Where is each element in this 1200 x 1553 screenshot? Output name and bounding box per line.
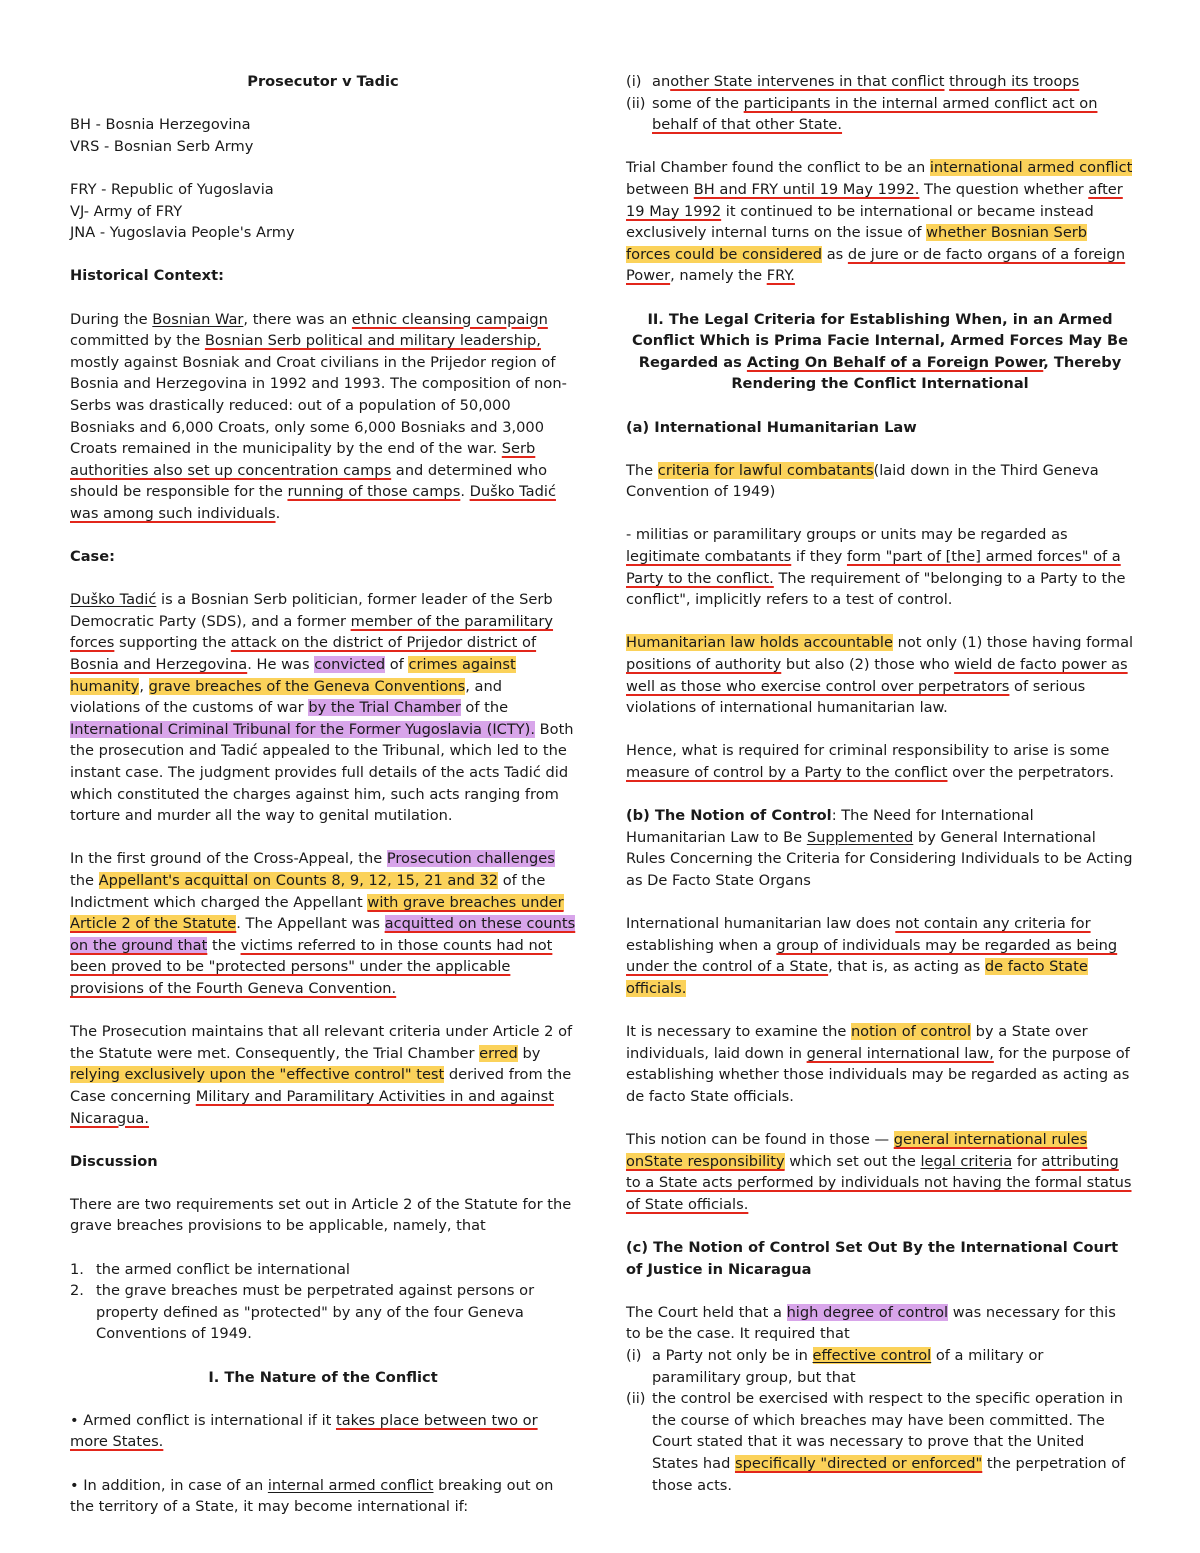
discussion-paragraph: There are two requirements set out in Article 2 of the Statute for the grave breaches provisions to be applicable, namely, that xyxy=(70,1195,572,1235)
condition-item: (ii) some of the participants in the internal armed conflict act on behalf of that other State. xyxy=(626,94,1098,134)
discussion-heading: Discussion xyxy=(70,1152,158,1170)
right-column xyxy=(626,71,1134,1496)
abbreviation-bh: BH - Bosnia Herzegovina xyxy=(70,116,251,134)
ihl-criteria-paragraph: International humanitarian law does not contain any criteria for establishing when a group of individuals may be regarded as being under the control of a State, that is, as acting as de facto State officials. xyxy=(626,915,1118,997)
section-1-heading: I. The Nature of the Conflict xyxy=(208,1368,438,1386)
trial-chamber-paragraph: Trial Chamber found the conflict to be an international armed conflict between BH and FRY until 19 May 1992. The question whether after 19 May 1992 it continued to be international or became instead exclusively internal turns on the issue of whether Bosnian Serb forces could be considered as de jure or de facto organs of a foreign Power, namely the FRY. xyxy=(626,159,1133,285)
section-2-heading: II. The Legal Criteria for Establishing When, in an Armed Conflict Which is Prima Facie Internal, Armed Forces May Be Regarded as Acting On Behalf of a Foreign Power, Thereby Rendering the Conflict International xyxy=(632,310,1128,393)
left-column xyxy=(70,71,576,1518)
requirement-item: 1. the armed conflict be international xyxy=(70,1260,350,1278)
bullet-internal: • In addition, in case of an internal armed conflict breaking out on the territory of a State, it may become international if: xyxy=(70,1476,554,1516)
historical-context-paragraph: During the Bosnian War, there was an ethnic cleansing campaign committed by the Bosnian Serb political and military leadership, mostly against Bosniak and Croat civilians in the Prijedor region of Bosnia and Herzegovina in 1992 and 1993. The composition of non-Serbs was drastically reduced: out of a population of 50,000 Bosniaks and 6,000 Croats, only some 6,000 Bosniaks and 3,000 Croats remained in the municipality by the end of the war. Serb authorities also set up concentration camps and determined who should be responsible for the running of those camps. Duško Tadić was among such individuals. xyxy=(70,310,567,522)
case-heading: Case: xyxy=(70,548,115,566)
court-condition-item: (ii) the control be exercised with respect to the specific operation in the course of which breaches may have been committed. The Court stated that it was necessary to prove that the United States had specifically "directed or enforced" the perpetration of those acts. xyxy=(626,1390,1126,1494)
abbreviation-jna: JNA - Yugoslavia People's Army xyxy=(70,224,295,242)
hence-paragraph: Hence, what is required for criminal responsibility to arise is some measure of control by a Party to the conflict over the perpetrators. xyxy=(626,742,1114,781)
abbreviation-vrs: VRS - Bosnian Serb Army xyxy=(70,137,254,155)
necessary-paragraph: It is necessary to examine the notion of control by a State over individuals, laid down in general international law, for the purpose of establishing whether those individuals may be regarded as acting as de facto State officials. xyxy=(626,1023,1130,1105)
criteria-paragraph: The criteria for lawful combatants(laid down in the Third Geneva Convention of 1949) xyxy=(626,461,1099,501)
militias-paragraph: - militias or paramilitary groups or units may be regarded as legitimate combatants if they form "part of [the] armed forces" of a Party to the conflict. The requirement of "belonging to a Party to the conflict", implicitly refers to a test of control. xyxy=(626,526,1126,609)
court-condition-item: (i) a Party not only be in effective control of a military or paramilitary group, but that xyxy=(626,1347,1044,1386)
state-responsibility-paragraph: This notion can be found in those — general international rules onState responsibility which set out the legal criteria for attributing to a State acts performed by individuals not having the formal status of State officials. xyxy=(626,1131,1132,1213)
historical-context-heading: Historical Context: xyxy=(70,267,224,285)
abbreviation-fry: FRY - Republic of Yugoslavia xyxy=(70,180,274,198)
accountability-paragraph: Humanitarian law holds accountable not only (1) those having formal positions of authority but also (2) those who wield de facto power as well as those who exercise control over perpetrators of serious violations of international humanitarian law. xyxy=(626,634,1134,717)
condition-item: (i) another State intervenes in that conflict through its troops xyxy=(626,73,1080,90)
bullet-international: • Armed conflict is international if it takes place between two or more States. xyxy=(70,1411,538,1451)
case-paragraph: Duško Tadić is a Bosnian Serb politician, former leader of the Serb Democratic Party (SDS), and a former member of the paramilitary forces supporting the attack on the district of Prijedor district of Bosnia and Herzegovina. He was convicted of crimes against humanity, grave breaches of the Geneva Conventions, and violations of the customs of war by the Trial Chamber of the International Criminal Tribunal for the Former Yugoslavia (ICTY). Both the prosecution and Tadić appealed to the Tribunal, which led to the instant case. The judgment provides full details of the acts Tadić did which constituted the charges against him, such acts ranging from torture and murder all the way to genital mutilation. xyxy=(70,591,574,825)
court-paragraph: The Court held that a high degree of control was necessary for this to be the case. It required that xyxy=(626,1303,1116,1343)
cross-appeal-paragraph: In the first ground of the Cross-Appeal, the Prosecution challenges the Appellant's acquittal on Counts 8, 9, 12, 15, 21 and 32 of the Indictment which charged the Appellant with grave breaches under Article 2 of the Statute. The Appellant was acquitted on these counts on the ground that the victims referred to in those counts had not been proved to be "protected persons" under the applicable provisions of the Fourth Geneva Convention. xyxy=(70,850,576,997)
section-c-heading: (c) The Notion of Control Set Out By the International Court of Justice in Nicaragua xyxy=(626,1239,1119,1278)
notion-of-control-heading: (b) The Notion of Control: The Need for International Humanitarian Law to Be Supplemented by General International Rules Concerning the Criteria for Considering Individuals to be Acting as De Facto State Organs xyxy=(626,807,1133,889)
document-title: Prosecutor v Tadic xyxy=(247,73,399,90)
ihl-heading: (a) International Humanitarian Law xyxy=(626,418,917,436)
prosecution-paragraph: The Prosecution maintains that all relevant criteria under Article 2 of the Statute were met. Consequently, the Trial Chamber erred by relying exclusively upon the "effective control" test derived from the Case concerning Military and Paramilitary Activities in and against Nicaragua. xyxy=(70,1023,573,1127)
abbreviation-vj: VJ- Army of FRY xyxy=(70,202,183,220)
requirement-item: 2. the grave breaches must be perpetrated against persons or property defined as "protected" by any of the four Geneva Conventions of 1949. xyxy=(70,1282,535,1343)
